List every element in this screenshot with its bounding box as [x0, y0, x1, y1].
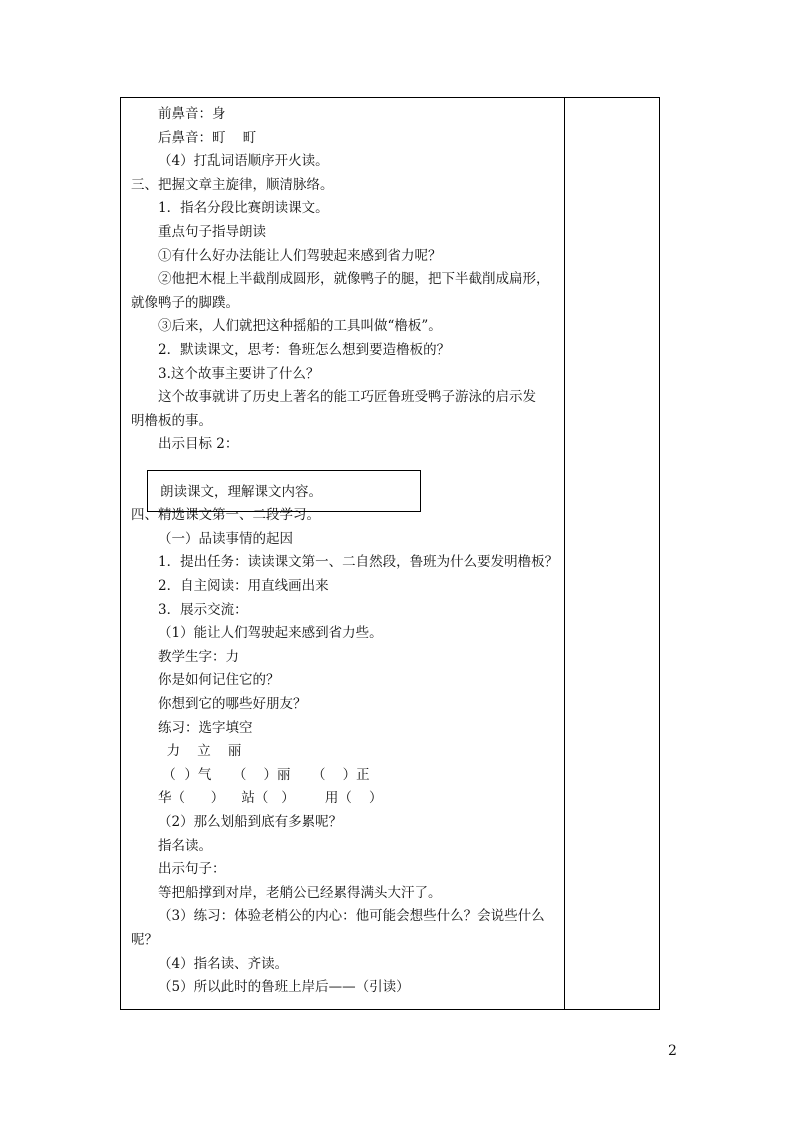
lesson-table [120, 97, 660, 1010]
text-line: 出示目标 2： [158, 436, 239, 453]
text-line: 明橹板的事。 [131, 412, 212, 429]
text-line: ②他把木棍上半截削成圆形，就像鸭子的腿，把下半截削成扁形， [158, 271, 550, 288]
text-line: （1）能让人们驾驶起来感到省力些。 [158, 625, 383, 642]
text-line: （一）品读事情的起因 [158, 530, 293, 547]
text-line: （3）练习：体验老梢公的内心：他可能会想些什么？会说些什么 [158, 908, 545, 925]
text-line: 就像鸭子的脚蹼。 [131, 294, 239, 311]
text-line: 3．展示交流： [158, 601, 248, 618]
goal-box-text: 朗读课文，理解课文内容。 [160, 484, 322, 500]
text-line: （4）指名读、齐读。 [158, 955, 289, 972]
text-line: （4）打乱词语顺序开火读。 [158, 153, 329, 170]
text-line: （5）所以此时的鲁班上岸后——（引读） [158, 979, 410, 996]
text-line: 华（ ） 站（ ） 用（ ） [158, 790, 383, 807]
text-line: 你想到它的哪些好朋友？ [158, 696, 307, 712]
text-line: 四、精选课文第一、二段学习。 [131, 507, 320, 524]
text-line: （2）那么划船到底有多累呢？ [158, 814, 343, 830]
text-line: 1．指名分段比赛朗读课文。 [158, 200, 329, 217]
text-line: 重点句子指导朗读 [158, 224, 266, 240]
text-line: 教学生字：力 [158, 648, 239, 665]
text-line: 这个故事就讲了历史上著名的能工巧匠鲁班受鸭子游泳的启示发 [158, 389, 536, 406]
text-line: 等把船撑到对岸，老艄公已经累得满头大汗了。 [158, 884, 442, 901]
text-line: 出示句子： [158, 861, 226, 878]
text-line: 2．默读课文，思考：鲁班怎么想到要造橹板的？ [158, 342, 451, 358]
text-line: 练习：选字填空 [158, 719, 253, 736]
text-line: 后鼻音：町 町 [158, 129, 257, 146]
text-line: 你是如何记住它的？ [158, 672, 280, 689]
text-line: 前鼻音：身 [158, 106, 226, 122]
text-line: ③后来，人们就把这种摇船的工具叫做“橹板”。 [158, 318, 442, 335]
goal-box [147, 470, 421, 512]
text-line: 三、把握文章主旋律，顺清脉络。 [131, 176, 334, 193]
text-line: 呢？ [131, 932, 158, 948]
text-line: ①有什么好办法能让人们驾驶起来感到省力呢？ [158, 247, 442, 264]
text-line: 力 立 丽 [158, 743, 242, 760]
page-number: 2 [668, 1043, 677, 1059]
text-line: （ ）气 （ ）丽 （ ）正 [158, 766, 370, 783]
column-divider [564, 98, 565, 1009]
text-line: 指名读。 [158, 837, 212, 854]
text-line: 3.这个故事主要讲了什么？ [158, 365, 320, 382]
text-line: 1．提出任务：读读课文第一、二自然段，鲁班为什么要发明橹板？ [158, 554, 559, 571]
text-line: 2．自主阅读：用直线画出来 [158, 578, 329, 594]
